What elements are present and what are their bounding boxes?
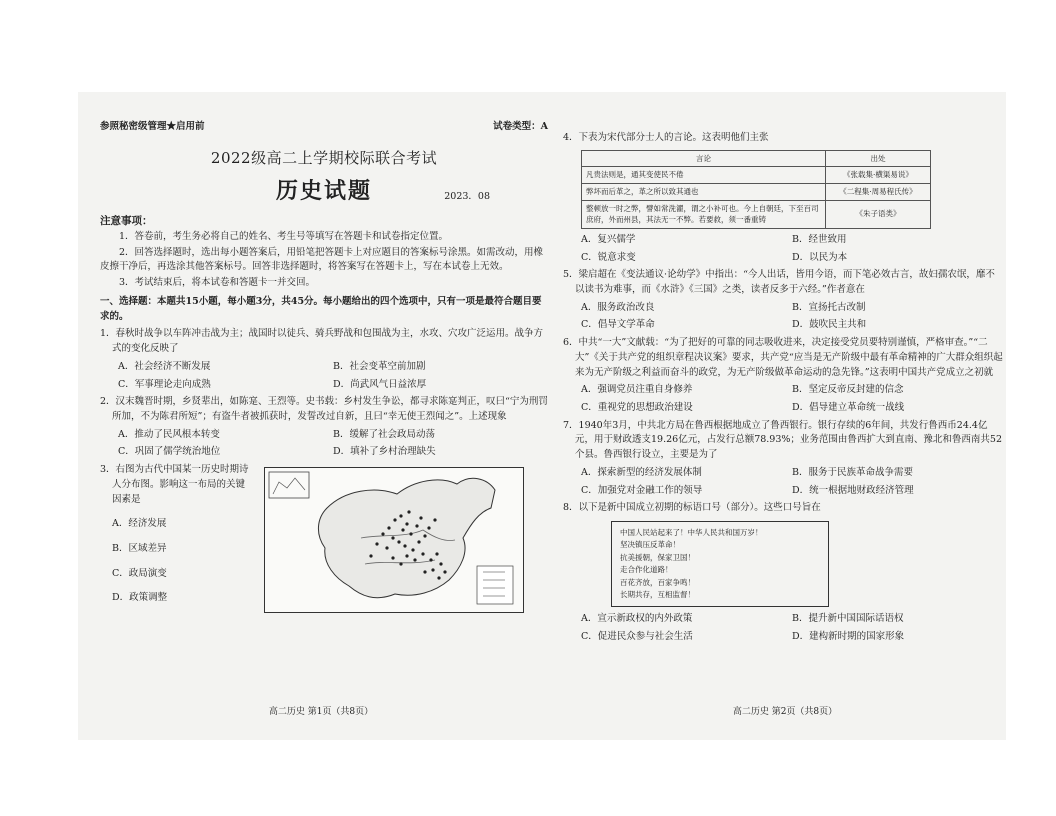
page-header (100, 120, 548, 135)
question-6 (563, 336, 1003, 416)
quote-table (581, 150, 931, 229)
option-a: A．宣示新政权的内外政策 (581, 613, 693, 625)
table-cell: 凡贵法则是，通其变使民不倦 (582, 167, 826, 184)
option-d: D．倡导建立革命统一战线 (792, 402, 905, 414)
table-cell: 弊坏而后革之，革之所以致其通也 (582, 183, 826, 200)
table-cell: 《二程集·周易程氏传》 (826, 183, 931, 200)
table-row (582, 167, 931, 184)
slogan-line: 百花齐放，百家争鸣！ (620, 577, 695, 587)
question-stem: 3．右图为古代中国某一历史时期诗人分布图。影响这一布局的关键因素是 (100, 464, 249, 505)
option-c: C．锐意求变 (581, 251, 636, 263)
exam-date: 2023．08 (444, 191, 490, 203)
option-c: C．倡导文学革命 (581, 319, 655, 331)
table-cell: 整顿放一时之弊，譬如常洗濯，谓之小补可也。今上自朝廷，下至百司庶府，外而州县，其法无一不弊。若要救，须一番重铸 (582, 200, 826, 228)
table-header: 言论 (582, 150, 826, 167)
question-2 (100, 395, 548, 460)
option-d: D．政策调整 (112, 592, 168, 604)
option-b: B．坚定反帝反封建的信念 (792, 384, 904, 396)
page-1-footer: 高二历史 第1页（共8页） (268, 707, 374, 717)
option-a: A．社会经济不断发展 (118, 360, 211, 372)
question-4 (563, 131, 1003, 265)
option-b: B．服务于民族革命战争需要 (792, 466, 913, 478)
slogan-box (611, 521, 829, 607)
question-stem: 5．梁启超在《变法通议·论幼学》中指出：“今人出话，皆用今语，而下笔必效古言，故妇孺农氓，靡不以读书为难事，而《水浒》《三国》之类，读者反多于六经。”作者意在 (563, 269, 995, 295)
option-c: C．军事理论走向成熟 (118, 378, 211, 390)
option-d: D．以民为本 (792, 251, 848, 263)
slogan-line: 抗美援朝，保家卫国！ (620, 552, 695, 562)
table-row (582, 200, 931, 228)
china-map-image (265, 468, 523, 612)
option-c: C．政局演变 (112, 567, 167, 579)
note-item: 3．考试结束后，将本试卷和答题卡一并交回。 (119, 277, 316, 289)
question-stem: 1．春秋时战争以车阵冲击战为主；战国时以徒兵、骑兵野战和包围战为主，水攻、穴攻广泛运用。战争方式的变化反映了 (100, 328, 544, 355)
option-a: A．推动了民风根本转变 (118, 428, 220, 440)
poet-distribution-map (264, 467, 524, 613)
table-row (582, 183, 931, 200)
exam-title: 2022级高二上学期校际联合考试 (210, 148, 438, 167)
option-b: B．经世致用 (792, 233, 847, 245)
option-a: A．强调党员注重自身修养 (581, 384, 693, 396)
option-d: D．填补了乡村治理缺失 (333, 446, 436, 458)
slogan-line: 长期共存，互相监督！ (620, 589, 695, 599)
option-b: B．缓解了社会政局动荡 (333, 428, 435, 440)
question-stem: 8．以下是新中国成立初期的标语口号（部分）。这些口号旨在 (563, 502, 821, 514)
section-instructions: 一、选择题：本题共15小题，每小题3分，共45分。每小题给出的四个选项中，只有一项是最符合题目要求的。 (100, 295, 542, 322)
question-stem: 4．下表为宋代部分士人的言论。这表明他们主张 (563, 132, 769, 143)
option-a: A．复兴儒学 (581, 233, 636, 245)
option-b: B．区域差异 (112, 542, 167, 554)
question-7 (563, 419, 1003, 499)
subject-title: 历史试题 (275, 177, 372, 204)
question-stem: 7．1940年3月，中共北方局在鲁西根据地成立了鲁西银行。银行存续的6年间，共发行鲁西币24.4亿元，用于财政透支19.26亿元，占发行总额78.93%；业务范围由鲁西扩大到直南、豫北和鲁西南共52个县。鲁西银行设立，主要是为了 (563, 419, 1003, 461)
slogan-line: 中国人民站起来了！中华人民共和国万岁！ (620, 528, 763, 538)
option-a: A．服务政治改良 (581, 301, 655, 313)
question-8 (563, 501, 1003, 644)
note-item: 2．回答选择题时，选出每小题答案后，用铅笔把答题卡上对应题目的答案标号涂黑。如需改动，用橡皮擦干净后，再选涂其他答案标号。回答非选择题时，将答案写在答题卡上，写在本试卷上无效。 (100, 246, 544, 273)
paper-type-label: 试卷类型：A (493, 121, 548, 132)
question-3 (100, 463, 548, 613)
question-1 (100, 327, 548, 392)
page-1 (100, 120, 548, 613)
slogan-line: 坚决镇压反革命！ (620, 540, 680, 550)
option-c: C．重视党的思想政治建设 (581, 402, 693, 414)
option-b: B．宣扬托古改制 (792, 301, 866, 313)
option-c: C．促进民众参与社会生活 (581, 631, 693, 643)
table-cell: 《张载集·横渠易说》 (826, 167, 931, 184)
slogan-line: 走合作化道路！ (620, 565, 673, 575)
option-d: D．尚武风气日益浓厚 (333, 378, 427, 390)
option-b: B．社会变革空前加剧 (333, 360, 426, 372)
page-2 (563, 128, 1003, 645)
option-d: D．建构新时期的国家形象 (792, 631, 905, 643)
question-stem: 2．汉末魏晋时期，乡贤辈出，如陈寔、王烈等。史书载：乡村发生争讼，都寻求陈寔判正，叹曰“宁为刑罚所加，不为陈君所短”；有盗牛者被抓获时，发誓改过自新，且曰“幸无使王烈闻之”。上述现象 (100, 396, 548, 422)
question-stem: 6．中共“一大”文献载：“为了把好的可靠的同志吸收进来，决定接受党员要特别谨慎，严格审查。”“二大”《关于共产党的组织章程决议案》要求，共产党“应当是无产阶级中最有革命精神的广大群众组织起来为无产阶级之利益而奋斗的政党，为无产阶级做革命运动的急先锋。”这表明中国共产党成立之初就 (563, 337, 1003, 378)
option-c: C．巩固了儒学统治地位 (118, 446, 221, 458)
question-5 (563, 268, 1003, 333)
option-d: D．鼓吹民主共和 (792, 319, 867, 331)
option-a: A．经济发展 (112, 518, 167, 530)
option-b: B．提升新中国国际话语权 (792, 613, 904, 625)
table-cell: 《朱子语类》 (826, 200, 931, 228)
option-d: D．统一根据地财政经济管理 (792, 484, 914, 496)
option-a: A．探索新型的经济发展体制 (581, 466, 702, 478)
option-c: C．加强党对金融工作的领导 (581, 484, 703, 496)
notes-heading: 注意事项： (100, 214, 153, 227)
scanned-exam-sheet (78, 92, 1006, 740)
table-header: 出处 (826, 150, 931, 167)
page-2-footer: 高二历史 第2页（共8页） (732, 707, 838, 717)
note-item: 1．答卷前，考生务必将自己的姓名、考生号等填写在答题卡和试卷指定位置。 (119, 231, 449, 243)
confidentiality-label: 参照秘密级管理★启用前 (100, 121, 205, 132)
